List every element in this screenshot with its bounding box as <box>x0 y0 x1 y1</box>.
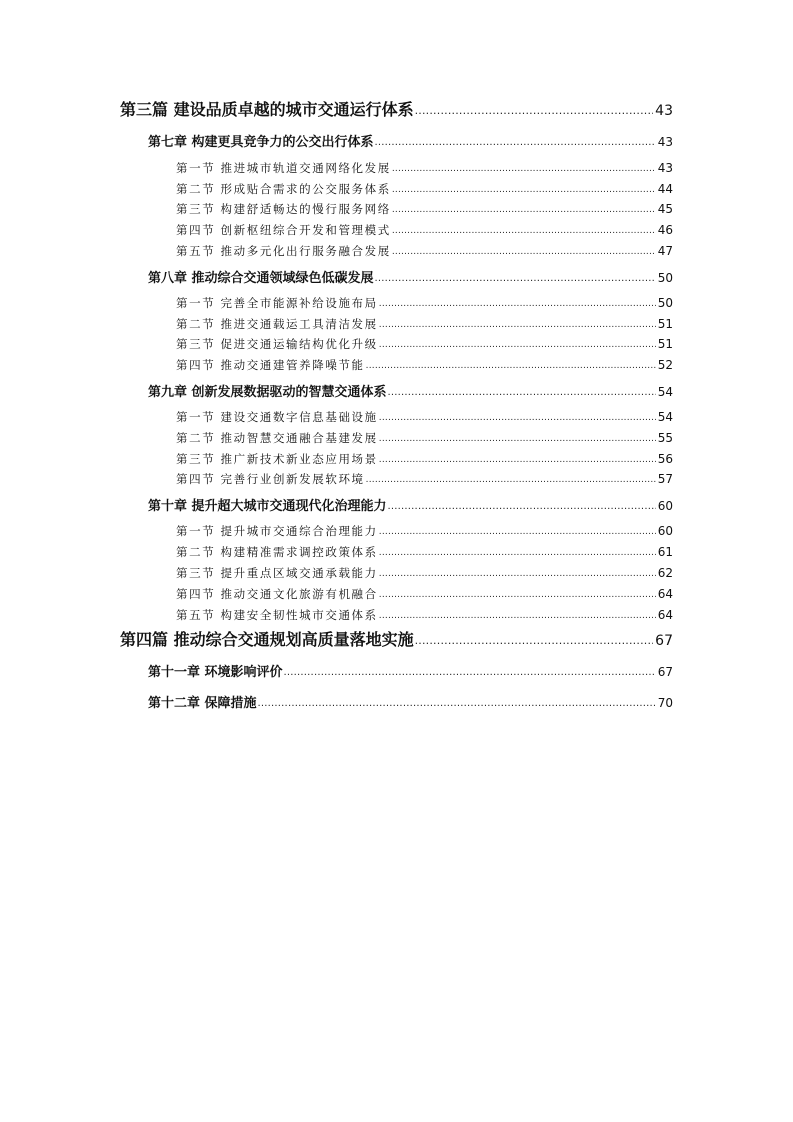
toc-page-number: 43 <box>657 135 673 149</box>
dot-leader <box>375 138 656 148</box>
toc-title: 第四节 完善行业创新发展软环境 <box>176 472 365 486</box>
dot-leader <box>284 668 656 678</box>
toc-title: 第四篇 推动综合交通规划高质量落地实施 <box>120 630 414 649</box>
toc-page-number: 47 <box>657 244 673 258</box>
toc-entry-section[interactable] <box>176 224 673 237</box>
toc-title: 第一节 推进城市轨道交通网络化发展 <box>176 161 391 175</box>
toc-page-number: 55 <box>657 431 673 445</box>
dot-leader <box>379 321 656 330</box>
toc-title: 第七章 构建更具竞争力的公交出行体系 <box>148 135 374 150</box>
toc-page-number: 62 <box>657 566 673 580</box>
toc-entry-chapter[interactable] <box>148 500 673 513</box>
toc-page-number: 50 <box>657 296 673 310</box>
toc-title: 第四节 推动交通建管养降噪节能 <box>176 358 365 372</box>
toc-entry-section[interactable] <box>176 297 673 310</box>
toc-entry-section[interactable] <box>176 203 673 216</box>
toc-page-number: 51 <box>657 317 673 331</box>
toc-entry-section[interactable] <box>176 546 673 559</box>
dot-leader <box>379 435 656 444</box>
toc-entry-section[interactable] <box>176 318 673 331</box>
toc-entry-section[interactable] <box>176 183 673 196</box>
toc-title: 第五节 构建安全韧性城市交通体系 <box>176 608 378 622</box>
dot-leader <box>415 635 654 646</box>
toc-page-number: 46 <box>657 223 673 237</box>
toc-page-number: 43 <box>657 161 673 175</box>
toc-title: 第二节 推进交通载运工具清洁发展 <box>176 317 378 331</box>
toc-page-number: 67 <box>657 665 673 679</box>
toc-page-number: 54 <box>657 410 673 424</box>
toc-entry-section[interactable] <box>176 245 673 258</box>
dot-leader <box>392 165 656 174</box>
toc-title: 第三节 提升重点区域交通承载能力 <box>176 566 378 580</box>
toc-page-number: 64 <box>657 587 673 601</box>
dot-leader <box>415 105 654 116</box>
dot-leader <box>258 699 656 709</box>
dot-leader <box>379 528 656 537</box>
toc-page-number: 50 <box>657 271 673 285</box>
toc-page-number: 60 <box>657 499 673 513</box>
toc-page-number: 64 <box>657 608 673 622</box>
toc-entry-chapter[interactable] <box>148 666 673 679</box>
toc-title: 第二节 构建精准需求调控政策体系 <box>176 545 378 559</box>
dot-leader <box>375 274 656 284</box>
toc-page-number: 57 <box>657 472 673 486</box>
toc-page-number: 45 <box>657 202 673 216</box>
toc-title: 第一节 提升城市交通综合治理能力 <box>176 524 378 538</box>
dot-leader <box>392 227 656 236</box>
dot-leader <box>392 206 656 215</box>
toc-entry-section[interactable] <box>176 432 673 445</box>
toc-page-number: 67 <box>655 633 673 649</box>
toc-entry-section[interactable] <box>176 411 673 424</box>
dot-leader <box>392 248 656 257</box>
toc-entry-section[interactable] <box>176 473 673 486</box>
dot-leader <box>366 362 656 371</box>
toc-entry-section[interactable] <box>176 588 673 601</box>
dot-leader <box>379 414 656 423</box>
toc-title: 第二节 形成贴合需求的公交服务体系 <box>176 182 391 196</box>
toc-page-number: 44 <box>657 182 673 196</box>
toc-entry-chapter[interactable] <box>148 386 673 399</box>
toc-entry-section[interactable] <box>176 453 673 466</box>
toc-page-number: 52 <box>657 358 673 372</box>
dot-leader <box>379 570 656 579</box>
toc-entry-section[interactable] <box>176 567 673 580</box>
dot-leader <box>392 186 656 195</box>
toc-title: 第三篇 建设品质卓越的城市交通运行体系 <box>120 100 414 119</box>
dot-leader <box>379 300 656 309</box>
toc-title: 第九章 创新发展数据驱动的智慧交通体系 <box>148 385 387 400</box>
toc-title: 第一节 建设交通数字信息基础设施 <box>176 410 378 424</box>
dot-leader <box>379 456 656 465</box>
toc-page-number: 56 <box>657 452 673 466</box>
toc-title: 第三节 推广新技术新业态应用场景 <box>176 452 378 466</box>
toc-entry-section[interactable] <box>176 162 673 175</box>
toc-entry-chapter[interactable] <box>148 136 673 149</box>
dot-leader <box>379 591 656 600</box>
toc-title: 第二节 推动智慧交通融合基建发展 <box>176 431 378 445</box>
toc-entry-section[interactable] <box>176 525 673 538</box>
dot-leader <box>388 502 656 512</box>
dot-leader <box>366 476 656 485</box>
toc-title: 第一节 完善全市能源补给设施布局 <box>176 296 378 310</box>
toc-entry-section[interactable] <box>176 338 673 351</box>
toc-page-number: 60 <box>657 524 673 538</box>
toc-page-number: 61 <box>657 545 673 559</box>
toc-entry-part[interactable] <box>120 632 673 648</box>
toc-entry-section[interactable] <box>176 359 673 372</box>
dot-leader <box>379 612 656 621</box>
toc-entry-part[interactable] <box>120 102 673 118</box>
toc-page-number: 51 <box>657 337 673 351</box>
toc-entry-section[interactable] <box>176 609 673 622</box>
toc-title: 第十章 提升超大城市交通现代化治理能力 <box>148 499 387 514</box>
toc-entry-chapter[interactable] <box>148 697 673 710</box>
dot-leader <box>388 388 656 398</box>
toc-title: 第十一章 环境影响评价 <box>148 665 283 680</box>
toc-title: 第十二章 保障措施 <box>148 696 257 711</box>
toc-title: 第四节 推动交通文化旅游有机融合 <box>176 587 378 601</box>
toc-entry-chapter[interactable] <box>148 272 673 285</box>
toc-title: 第五节 推动多元化出行服务融合发展 <box>176 244 391 258</box>
dot-leader <box>379 341 656 350</box>
toc-title: 第三节 促进交通运输结构优化升级 <box>176 337 378 351</box>
toc-page-number: 70 <box>657 696 673 710</box>
toc-title: 第八章 推动综合交通领域绿色低碳发展 <box>148 271 374 286</box>
toc-page-number: 54 <box>657 385 673 399</box>
dot-leader <box>379 549 656 558</box>
toc-page-number: 43 <box>655 103 673 119</box>
toc-title: 第三节 构建舒适畅达的慢行服务网络 <box>176 202 391 216</box>
toc-title: 第四节 创新枢纽综合开发和管理模式 <box>176 223 391 237</box>
